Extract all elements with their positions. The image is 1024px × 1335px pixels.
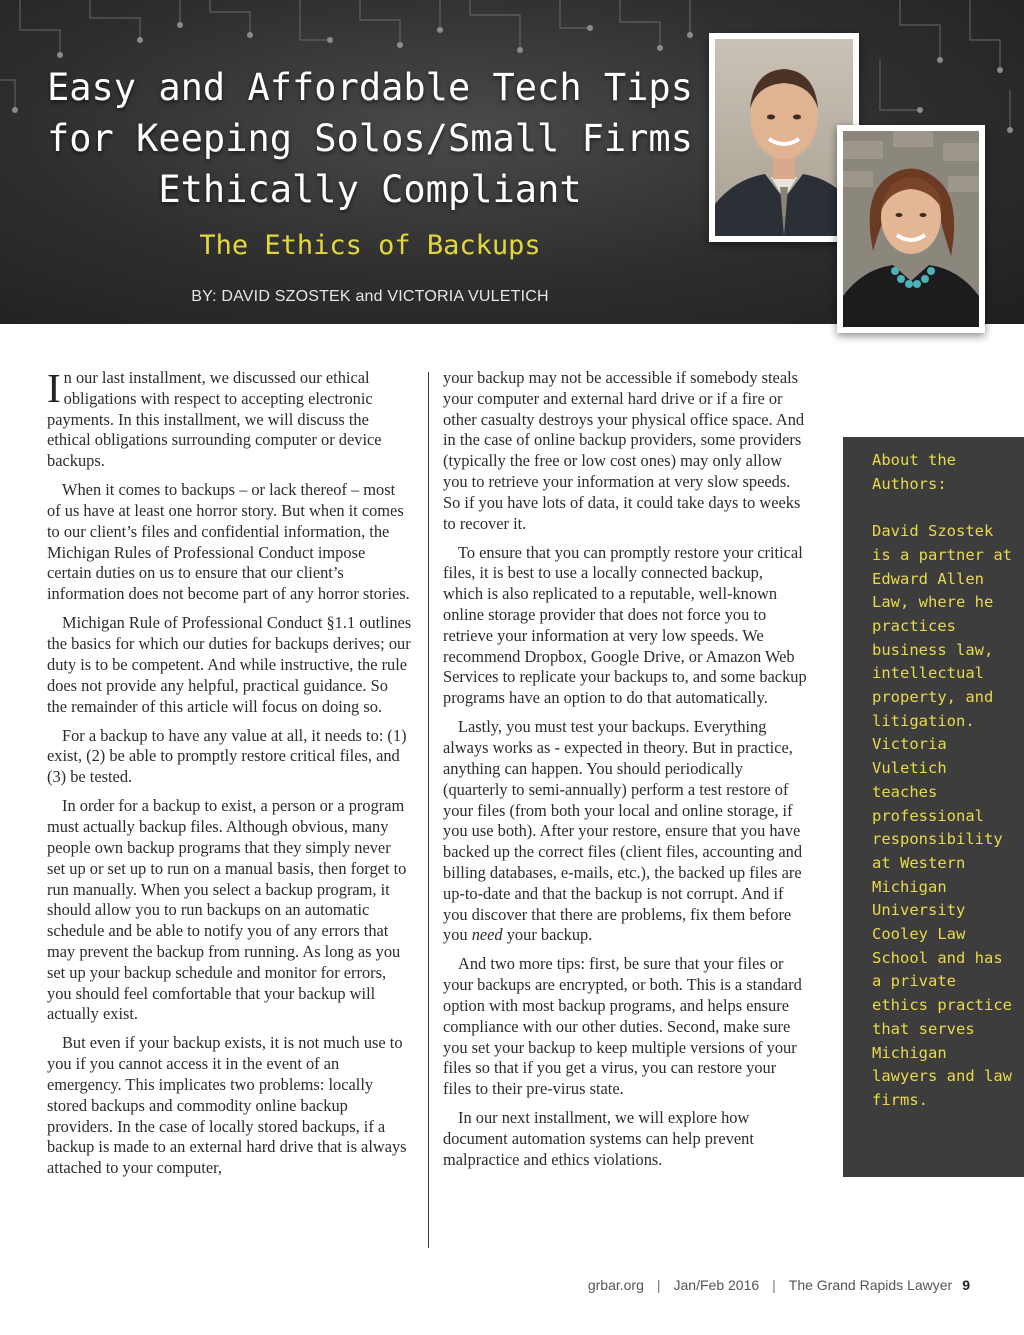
man-portrait-icon <box>715 39 853 236</box>
paragraph: To ensure that you can promptly restore your critical files, it is best to use a locally connected backup, which is also replicated to a reputable, well-known online storage provider that does not force you to retrieve your information at very low speeds. We recommend Dropbox, Google Drive, or Amazon Web Services to replicate your backups to, and some backup programs have an option to do that automatically. <box>443 542 807 708</box>
article-subtitle: The Ethics of Backups <box>199 230 541 261</box>
about-authors-sidebar <box>843 437 1024 1177</box>
paragraph: In our next installment, we will explore how document automation systems can help prevent malpractice and ethics violations. <box>443 1108 754 1169</box>
title-line-3: Ethically Compliant <box>158 168 582 211</box>
paragraph: your backup may not be accessible if somebody steals your computer and external hard drive or if a fire or other casualty destroys your physical office space. And in the case of online backup providers, some providers (typically the free or low cost ones) may only allow you to retrieve your information at very slow speeds. So if you have lots of data, it could take days to weeks to recover it. <box>443 368 805 533</box>
footer-separator: | <box>656 1277 661 1293</box>
paragraph: For a backup to have any value at all, it needs to: (1) exist, (2) be able to promptly restore critical files, and (3) be tested. <box>47 725 407 787</box>
sidebar-body: David Szostek is a partner at Edward Allen Law, where he practices business law, intellectual property, and litigation. Victoria Vuletich teaches professional responsibility at Western Michigan University Cooley Law School and has a private ethics practice that serves Michigan lawyers and law firms. <box>872 522 1012 1109</box>
page-number: 9 <box>962 1277 970 1293</box>
page-footer <box>588 1277 970 1293</box>
footer-issue: Jan/Feb 2016 <box>673 1277 760 1293</box>
sidebar-text <box>872 449 1020 1113</box>
author-photo-victoria <box>837 125 985 333</box>
emphasis: need <box>471 925 503 945</box>
sidebar-heading: About the Authors: <box>872 451 956 493</box>
author-byline: BY: DAVID SZOSTEK and VICTORIA VULETICH <box>191 288 549 305</box>
title-line-1: Easy and Affordable Tech Tips <box>46 66 693 109</box>
paragraph: Michigan Rule of Professional Conduct §1.1 outlines the basics for which our duties for backups derives; our duty is to be competent. And while instructive, the rule does not provide any helpful, practical guidance. So the remainder of this article will focus on doing so. <box>47 613 412 716</box>
paragraph: Lastly, you must test your backups. Everything always works as - expected in theory. But in practice, anything can happen. You should periodically (quarterly to semi-annually) perform a test restore of your files (from both your local and online storage, if you use both). After your restore, ensure that you have backed up the correct files (client files, accounting and billing databases, e-mails, etc.), the backed up files are up-to-date and that the backup is not corrupt. And if you discover that there are problems, fix them before you need your backup. <box>443 717 803 945</box>
paragraph: But even if your backup exists, it is not much use to you if you cannot access it in the event of an emergency. This implicates two problems: locally stored backups and commodity online backup providers. In the case of locally stored backups, if a backup is made to an external hard drive that is always attached to your computer, <box>47 1033 407 1178</box>
title-line-2: for Keeping Solos/Small Firms <box>46 117 693 160</box>
paragraph: And two more tips: first, be sure that your files or your backups are encrypted, or both. This is a standard option with most backup programs, and helps ensure compliance with our other duties. Second, make sure you set your backup to keep multiple versions of your files so that if you get a virus, you can restore your files to their pre-virus state. <box>443 954 802 1099</box>
paragraph: In order for a backup to exist, a person or a program must actually backup files. Although obvious, many people own backup programs that they simply never set up or set up to run on a manual basis, then forget to run manually. When you select a backup program, it should allow you to run backups on an automatic schedule and be able to notify you of any errors that may prevent the backup from running. As long as you set up your backup schedule and monitor for errors, you should feel comfortable that your backup will actually exist. <box>47 796 407 1024</box>
footer-separator: | <box>772 1277 776 1293</box>
article-title <box>20 62 720 215</box>
paragraph: In our last installment, we discussed our ethical obligations with respect to accepting electronic payments. In this installment, we will discuss the ethical obligations surrounding computer or device backups. <box>47 365 382 471</box>
article-column-left <box>47 365 412 1187</box>
woman-portrait-icon <box>843 131 979 327</box>
paragraph: When it comes to backups – or lack thereof – most of us have at least one horror story. But when it comes to our client’s files and confidential information, the Michigan Rules of Professional Conduct impose certain duties on us to ensure that our client’s information does not become part of any horror stories. <box>47 480 410 604</box>
column-divider <box>428 372 429 1248</box>
article-column-right <box>443 368 807 1179</box>
footer-publication: The Grand Rapids Lawyer <box>788 1277 953 1293</box>
footer-site-link[interactable]: grbar.org <box>587 1277 644 1293</box>
drop-cap: I <box>47 365 61 411</box>
